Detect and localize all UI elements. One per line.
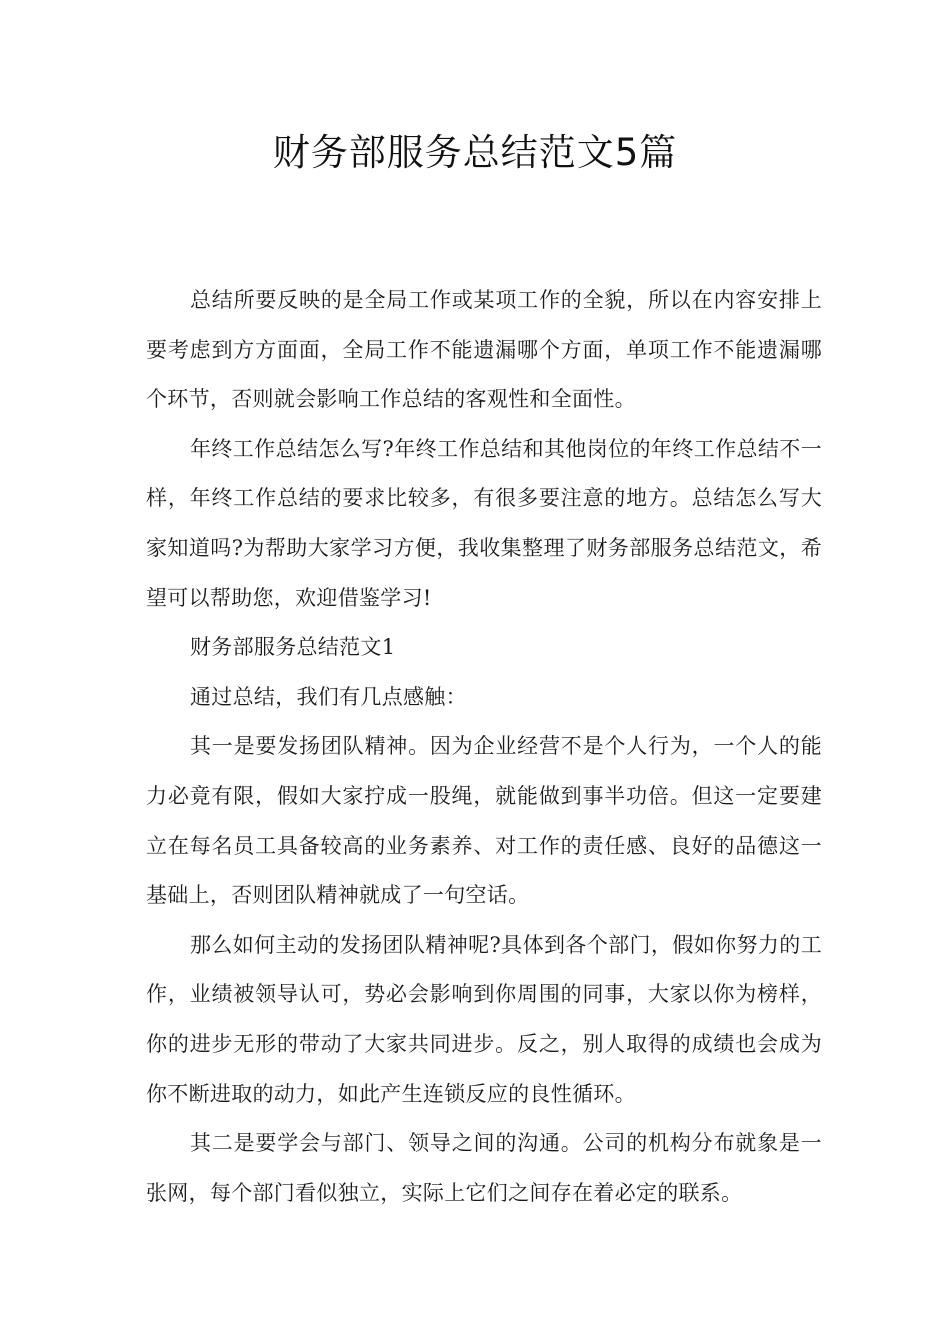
paragraph-communication: 其二是要学会与部门、领导之间的沟通。公司的机构分布就象是一张网，每个部门看似独立，实际上它们之间存在着必定的联系。 <box>146 1131 822 1205</box>
paragraph-lead-in: 通过总结，我们有几点感触： <box>190 684 467 709</box>
paragraph-how-to-write: 年终工作总结怎么写?年终工作总结和其他岗位的年终工作总结不一样，年终工作总结的要求比较多，有很多要注意的地方。总结怎么写大家知道吗?为帮助大家学习方便，我收集整理了财务部服务总结范文，希望可以帮助您，欢迎借鉴学习! <box>146 436 822 610</box>
document-body <box>146 276 822 1218</box>
paragraph-team-spirit-how: 那么如何主动的发扬团队精神呢?具体到各个部门，假如你努力的工作，业绩被领导认可，势必会影响到你周围的同事，大家以你为榜样，你的进步无形的带动了大家共同进步。反之，别人取得的成绩也会成为你不断进取的动力，如此产生连锁反应的良性循环。 <box>146 932 822 1106</box>
section-heading: 财务部服务总结范文1 <box>190 635 396 660</box>
paragraph-team-spirit: 其一是要发扬团队精神。因为企业经营不是个人行为，一个人的能力必竟有限，假如大家拧成一股绳，就能做到事半功倍。但这一定要建立在每名员工具备较高的业务素养、对工作的责任感、良好的品德这一基础上，否则团队精神就成了一句空话。 <box>146 734 822 908</box>
paragraph-intro: 总结所要反映的是全局工作或某项工作的全貌，所以在内容安排上要考虑到方方面面，全局工作不能遗漏哪个方面，单项工作不能遗漏哪个环节，否则就会影响工作总结的客观性和全面性。 <box>146 288 822 412</box>
document-title: 财务部服务总结范文5篇 <box>272 131 678 174</box>
